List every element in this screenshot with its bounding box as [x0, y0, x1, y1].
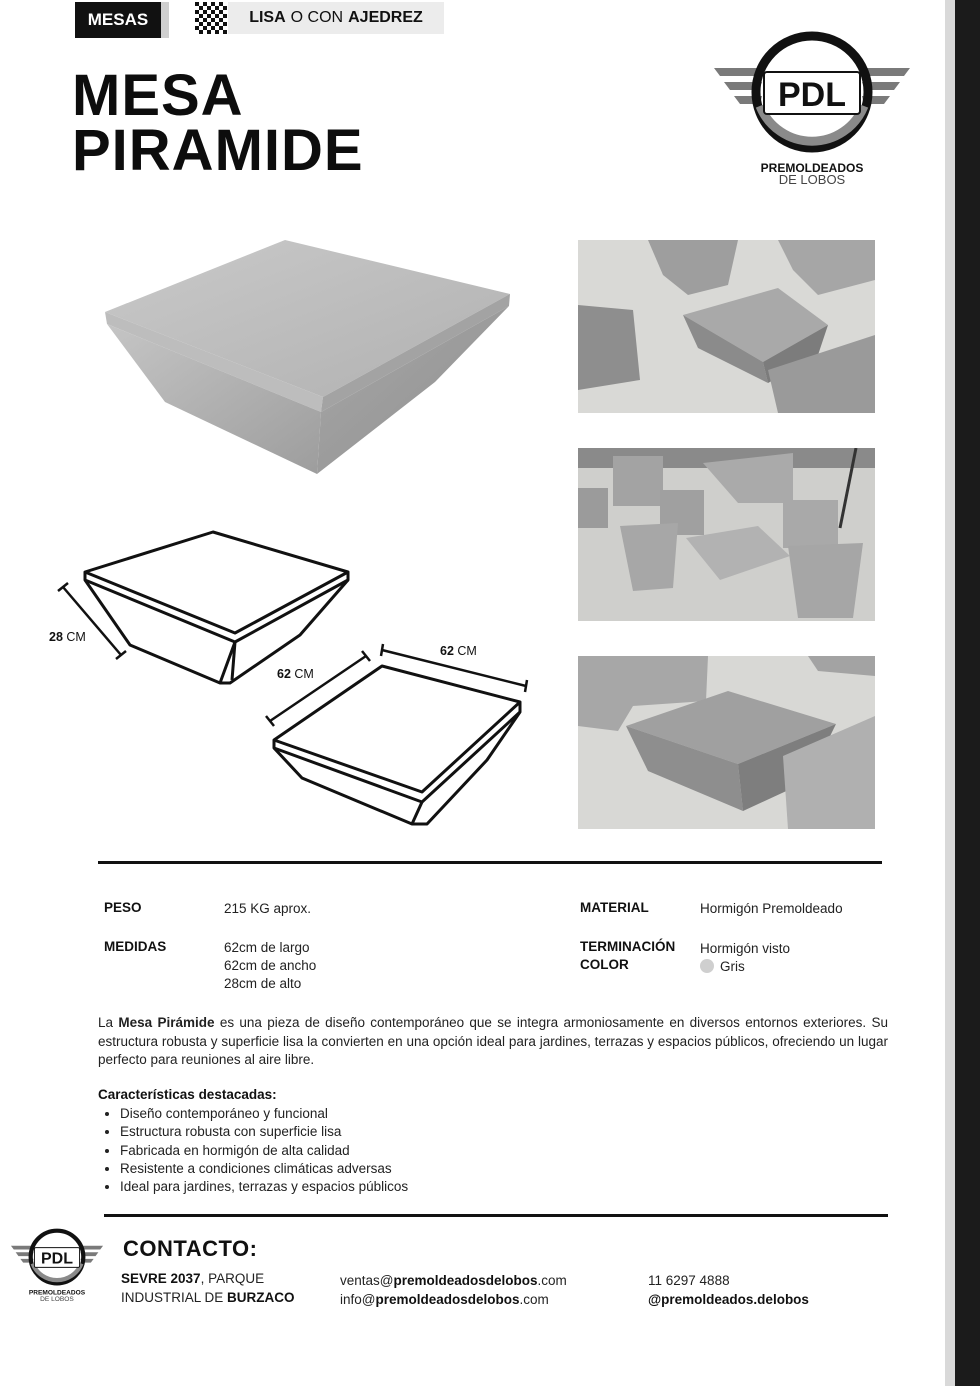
category-tag-shadow — [161, 2, 169, 38]
page-edge-bar — [955, 0, 980, 1386]
material-value: Hormigón Premoldeado — [700, 901, 843, 916]
email-sales-domain: premoldeadosdelobos — [393, 1273, 538, 1288]
feature-item: • Estructura robusta con superficie lisa — [120, 1123, 408, 1141]
width-dimension-label — [277, 667, 314, 681]
finish-value: Hormigón visto — [700, 941, 791, 956]
title-line-1: MESA — [72, 63, 244, 128]
feature-item: • Fabricada en hormigón de alta calidad — [120, 1142, 408, 1160]
finish-label-line-2: COLOR — [580, 957, 629, 972]
height-value: 28 — [49, 630, 63, 644]
product-description — [98, 1014, 888, 1070]
description-prefix: La — [98, 1015, 114, 1030]
gallery-photo-2 — [578, 448, 875, 621]
material-label: MATERIAL — [580, 900, 649, 915]
email-info-domain: premoldeadosdelobos — [375, 1291, 520, 1307]
measure-height: 28cm de alto — [224, 976, 302, 991]
email-info-user: info@ — [340, 1291, 376, 1307]
title-line-2: PIRAMIDE — [72, 118, 364, 183]
height-unit: CM — [66, 630, 86, 644]
length-dimension-label — [440, 644, 477, 658]
measure-length: 62cm de largo — [224, 940, 310, 955]
finish-tag-connector: O CON — [290, 9, 344, 26]
checkerboard-icon — [195, 2, 227, 34]
logo-small-line-1: PREMOLDEADOS — [28, 1289, 86, 1297]
contact-divider — [104, 1214, 888, 1217]
address-city: BURZACO — [227, 1289, 295, 1305]
color-row — [700, 958, 790, 976]
email-info[interactable] — [340, 1291, 567, 1310]
product-render — [95, 232, 520, 482]
contact-phone-social — [648, 1272, 809, 1309]
feature-item: • Resistente a condiciones climáticas adversas — [120, 1160, 408, 1178]
gallery-photo-3 — [578, 656, 875, 829]
logo-line-1: PREMOLDEADOS — [760, 161, 864, 175]
pdl-logo — [712, 28, 912, 190]
measure-width: 62cm de ancho — [224, 958, 317, 973]
length-unit: CM — [457, 644, 477, 658]
description-body: es una pieza de diseño contemporáneo que se integra armoniosamente en diversos entornos exteriores. Su estructura robusta y superficie lisa la convierten en una opción ideal para jardines, terrazas y espacios públicos, ofreciendo un lugar perfecto para reuniones al aire libre. — [98, 1015, 888, 1067]
pdl-logo-small — [10, 1226, 104, 1304]
contact-social[interactable]: @premoldeados.delobos — [648, 1291, 809, 1307]
weight-label: PESO — [104, 900, 142, 915]
finish-label-line-1: TERMINACIÓN — [580, 939, 676, 954]
email-sales-user: ventas@ — [340, 1273, 394, 1288]
width-unit: CM — [294, 667, 314, 681]
category-tag-label: MESAS — [87, 10, 149, 29]
finish-tag-lisa: LISA — [249, 9, 286, 26]
finish-tag — [228, 2, 444, 34]
email-sales[interactable] — [340, 1272, 567, 1291]
feature-item: • Diseño contemporáneo y funcional — [120, 1105, 408, 1123]
logo-line-2: DE LOBOS — [778, 172, 846, 187]
features-list — [98, 1105, 408, 1196]
category-tag — [75, 2, 161, 38]
address-park: , PARQUE — [200, 1271, 265, 1286]
measures-values — [224, 939, 316, 993]
address-industrial: INDUSTRIAL DE — [121, 1289, 224, 1305]
feature-item: • Ideal para jardines, terrazas y espacios públicos — [120, 1178, 408, 1196]
measures-label: MEDIDAS — [104, 939, 167, 954]
finish-values — [700, 940, 790, 976]
height-dimension-label — [49, 630, 86, 644]
description-product-name: Mesa Pirámide — [118, 1015, 215, 1030]
length-value: 62 — [440, 644, 454, 658]
finish-tag-ajedrez: AJEDREZ — [348, 9, 423, 26]
color-value: Gris — [720, 959, 745, 974]
page-edge-shadow — [945, 0, 955, 1386]
contact-address — [121, 1270, 295, 1307]
page-title — [72, 63, 364, 183]
contact-emails — [340, 1272, 567, 1309]
gallery-photo-1 — [578, 240, 875, 413]
logo-small-initials: PDL — [41, 1250, 73, 1268]
features-title: Características destacadas: — [98, 1087, 277, 1102]
color-swatch — [700, 959, 714, 973]
weight-value: 215 KG aprox. — [224, 901, 312, 916]
email-sales-tld: .com — [537, 1273, 567, 1288]
email-info-tld: .com — [519, 1291, 549, 1307]
logo-initials: PDL — [778, 76, 846, 114]
logo-small-line-2: DE LOBOS — [40, 1296, 74, 1304]
address-street: SEVRE 2037 — [121, 1271, 201, 1286]
width-value: 62 — [277, 667, 291, 681]
section-divider — [98, 861, 882, 864]
contact-phone[interactable]: 11 6297 4888 — [648, 1273, 730, 1288]
finish-label — [580, 938, 675, 974]
contact-title: CONTACTO: — [123, 1236, 258, 1261]
